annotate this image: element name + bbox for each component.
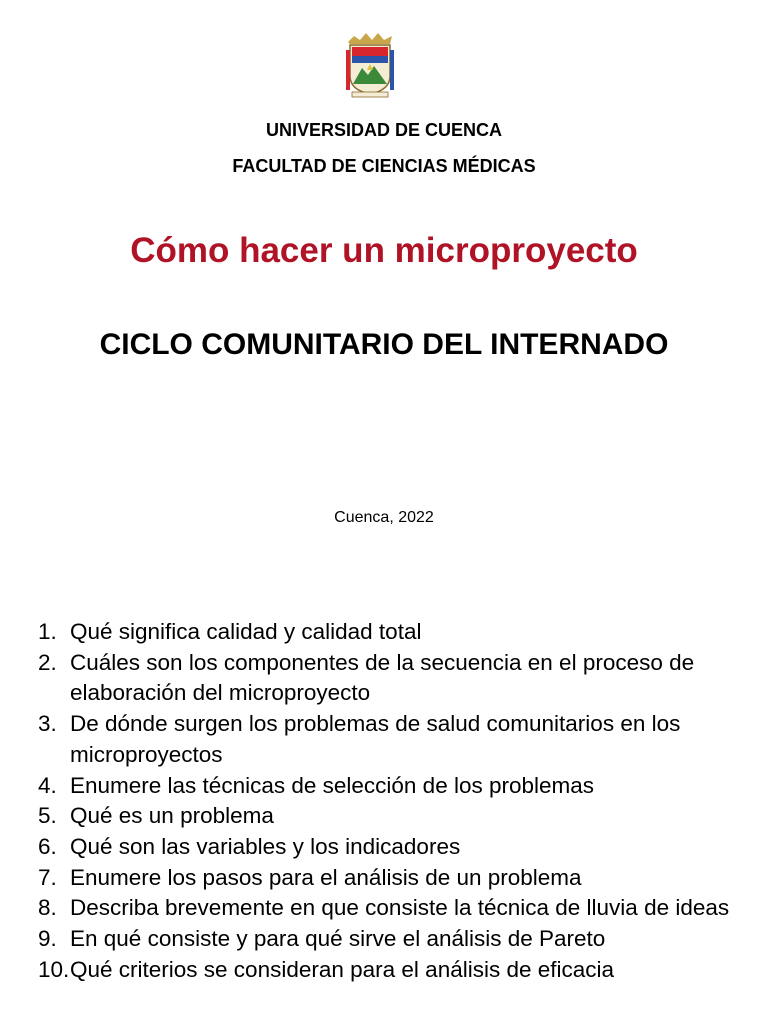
question-text: Qué son las variables y los indicadores [70, 833, 461, 859]
question-number: 7. [38, 864, 57, 890]
page-subtitle: CICLO COMUNITARIO DEL INTERNADO [99, 328, 669, 361]
page-title: Cómo hacer un microproyecto [130, 231, 638, 270]
question-item [38, 924, 738, 955]
question-item [38, 648, 738, 709]
question-number: 4. [38, 772, 57, 798]
question-text: Qué criterios se consideran para el análisis de eficacia [70, 956, 615, 982]
question-text: Cuáles son los componentes de la secuencia en el proceso de elaboración del microproyecto [70, 649, 695, 706]
question-text: Enumere las técnicas de selección de los problemas [70, 772, 595, 798]
question-list [38, 617, 738, 985]
question-text: Describa brevemente en que consiste la técnica de lluvia de ideas [70, 895, 730, 921]
question-number: 6. [38, 833, 57, 859]
question-number: 10. [38, 956, 70, 982]
question-item [38, 617, 738, 648]
question-number: 3. [38, 711, 57, 737]
question-number: 5. [38, 803, 57, 829]
place-date: Cuenca, 2022 [334, 509, 434, 526]
question-number: 8. [38, 895, 57, 921]
faculty-name: FACULTAD DE CIENCIAS MÉDICAS [232, 156, 536, 176]
question-item [38, 893, 738, 924]
question-item [38, 955, 738, 986]
university-name: UNIVERSIDAD DE CUENCA [265, 120, 503, 140]
question-item [38, 709, 738, 770]
question-text: Qué es un problema [70, 803, 274, 829]
question-number: 2. [38, 649, 57, 675]
question-item [38, 801, 738, 832]
question-text: Enumere los pasos para el análisis de un problema [70, 864, 582, 890]
question-number: 1. [38, 619, 57, 644]
university-crest-icon [344, 30, 396, 100]
question-number: 9. [38, 926, 57, 952]
question-item [38, 771, 738, 802]
question-text: Qué significa calidad y calidad total [70, 619, 422, 644]
question-text: En qué consiste y para qué sirve el análisis de Pareto [70, 926, 606, 952]
question-item [38, 863, 738, 894]
question-text: De dónde surgen los problemas de salud comunitarios en los microproyectos [70, 711, 681, 767]
question-item [38, 832, 738, 863]
